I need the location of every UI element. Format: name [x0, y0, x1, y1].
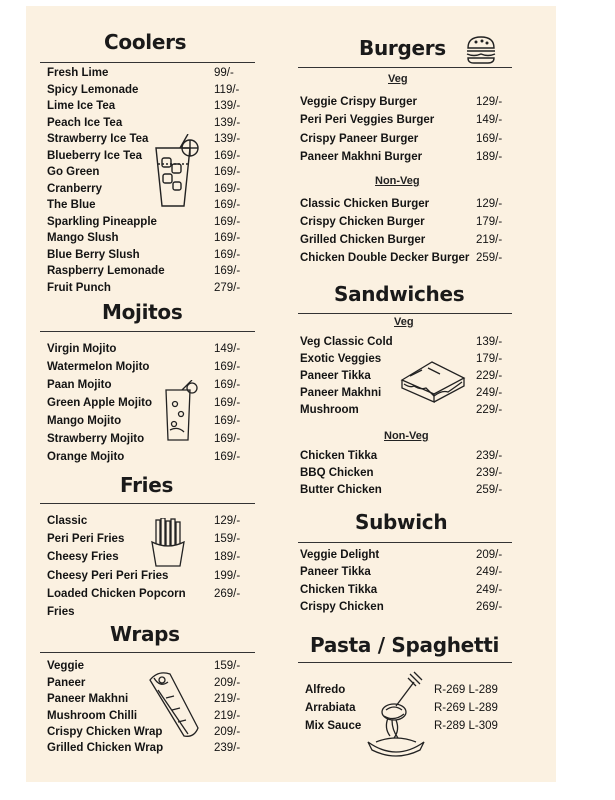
menu-item-name: Chicken Tikka: [300, 584, 378, 596]
pasta-divider: [298, 662, 512, 663]
menu-item-name: Grilled Chicken Burger: [300, 234, 426, 246]
menu-item-price: 259/-: [476, 252, 503, 264]
fries-divider: [40, 503, 255, 504]
menu-item-name: Chicken Double Decker Burger: [300, 252, 470, 264]
menu-item-name: Peach Ice Tea: [47, 117, 123, 129]
menu-item-name: Orange Mojito: [47, 451, 125, 463]
menu-item-price: 169/-: [214, 183, 241, 195]
menu-item-name: Exotic Veggies: [300, 353, 382, 365]
menu-item-price: 149/-: [214, 343, 241, 355]
menu-item-name: Paneer Makhni Burger: [300, 151, 423, 163]
menu-item-name: Cranberry: [47, 183, 102, 195]
menu-item-name: Mix Sauce: [305, 720, 362, 732]
menu-item-price: 169/-: [214, 199, 241, 211]
menu-item-price: 129/-: [476, 96, 503, 108]
subwich-title: Subwich: [355, 510, 448, 534]
menu-item-name: Peri Peri Veggies Burger: [300, 114, 435, 126]
menu-item-price: 169/-: [214, 150, 241, 162]
menu-item-price: 249/-: [476, 584, 503, 596]
pasta-title: Pasta / Spaghetti: [310, 633, 500, 657]
menu-item-price: 269/-: [214, 588, 241, 600]
menu-item-name: Alfredo: [305, 684, 346, 696]
menu-item-name: Watermelon Mojito: [47, 361, 150, 373]
menu-item-price: 139/-: [476, 336, 503, 348]
menu-item-price: 209/-: [214, 726, 241, 738]
menu-item-price: R-289 L-309: [434, 720, 498, 732]
menu-item-price: 219/-: [214, 710, 241, 722]
menu-item-name: Classic: [47, 515, 88, 527]
menu-item-price: 179/-: [476, 216, 503, 228]
menu-item-name: Raspberry Lemonade: [47, 265, 165, 277]
menu-item-price: 189/-: [214, 551, 241, 563]
menu-item-name: Crispy Chicken Wrap: [47, 726, 163, 738]
menu-item-name: Classic Chicken Burger: [300, 198, 430, 210]
menu-item-price: 219/-: [476, 234, 503, 246]
menu-item-name: Peri Peri Fries: [47, 533, 125, 545]
menu-item-name: Crispy Paneer Burger: [300, 133, 419, 145]
menu-item-price: 169/-: [214, 216, 241, 228]
menu-item-price: R-269 L-289: [434, 702, 498, 714]
menu-item-price: 169/-: [214, 379, 241, 391]
menu-item-price: 249/-: [476, 566, 503, 578]
menu-item-price: 259/-: [476, 484, 503, 496]
menu-item-price: 99/-: [214, 67, 234, 79]
mojitos-title: Mojitos: [102, 300, 183, 324]
menu-item-name: Mushroom Chilli: [47, 710, 138, 722]
menu-item-name: Crispy Chicken: [300, 601, 384, 613]
menu-item-price: 209/-: [476, 549, 503, 561]
menu-item-name: Grilled Chicken Wrap: [47, 742, 164, 754]
menu-item-name: The Blue: [47, 199, 96, 211]
burger-icon: [466, 36, 496, 64]
menu-page: [26, 6, 556, 782]
menu-item-name: Paneer Tikka: [300, 370, 371, 382]
fries-title: Fries: [120, 473, 174, 497]
menu-item-price: 249/-: [476, 387, 503, 399]
menu-item-name: Fruit Punch: [47, 282, 111, 294]
menu-item-price: R-269 L-289: [434, 684, 498, 696]
menu-item-name: Crispy Chicken Burger: [300, 216, 425, 228]
menu-item-name: Green Apple Mojito: [47, 397, 152, 409]
menu-item-price: 239/-: [214, 742, 241, 754]
burgers-nonveg-label: Non-Veg: [375, 175, 420, 187]
subwich-divider: [298, 542, 512, 543]
menu-item-name: Veg Classic Cold: [300, 336, 393, 348]
menu-item-price: 279/-: [214, 282, 241, 294]
wrap-icon: [144, 668, 204, 740]
fries-icon: [150, 518, 186, 568]
coolers-divider: [40, 62, 255, 63]
menu-item-name: Blueberry Ice Tea: [47, 150, 143, 162]
menu-item-price: 169/-: [214, 249, 241, 261]
menu-item-name: Fresh Lime: [47, 67, 109, 79]
menu-item-price: 209/-: [214, 677, 241, 689]
menu-item-name: Paneer Makhni: [300, 387, 382, 399]
sandwich-icon: [398, 358, 468, 404]
menu-item-name: Mango Slush: [47, 232, 119, 244]
sandwiches-nonveg-label: Non-Veg: [384, 430, 429, 442]
menu-item-name: Go Green: [47, 166, 100, 178]
cooler-glass-icon: [150, 134, 200, 208]
menu-item-price: 139/-: [214, 133, 241, 145]
menu-item-name: Paneer Makhni: [47, 693, 129, 705]
menu-item-name: Arrabiata: [305, 702, 356, 714]
menu-item-name: Lime Ice Tea: [47, 100, 116, 112]
menu-item-price: 169/-: [214, 166, 241, 178]
menu-item-price: 169/-: [214, 415, 241, 427]
menu-item-name: Virgin Mojito: [47, 343, 117, 355]
menu-item-price: 159/-: [214, 533, 241, 545]
menu-item-name: Mango Mojito: [47, 415, 122, 427]
burgers-divider: [298, 67, 512, 68]
menu-item-name: Veggie Crispy Burger: [300, 96, 417, 108]
menu-item-price: 189/-: [476, 151, 503, 163]
menu-item-name: Blue Berry Slush: [47, 249, 140, 261]
menu-item-price: 219/-: [214, 693, 241, 705]
menu-item-price: 169/-: [476, 133, 503, 145]
menu-item-name: Paneer: [47, 677, 86, 689]
menu-item-price: 169/-: [214, 361, 241, 373]
menu-item-name: Cheesy Fries: [47, 551, 119, 563]
menu-item-price: 149/-: [476, 114, 503, 126]
menu-item-price: 169/-: [214, 451, 241, 463]
menu-item-name: Veggie: [47, 660, 85, 672]
menu-item-price: 169/-: [214, 397, 241, 409]
mojitos-divider: [40, 331, 255, 332]
menu-item-name-cont: Fries: [47, 606, 75, 618]
menu-item-price: 199/-: [214, 570, 241, 582]
menu-item-price: 139/-: [214, 117, 241, 129]
menu-item-price: 179/-: [476, 353, 503, 365]
menu-item-name: Chicken Tikka: [300, 450, 378, 462]
menu-item-name: Strawberry Ice Tea: [47, 133, 149, 145]
burgers-veg-label: Veg: [388, 73, 408, 85]
menu-item-price: 229/-: [476, 404, 503, 416]
menu-item-price: 239/-: [476, 467, 503, 479]
sandwiches-veg-label: Veg: [394, 316, 414, 328]
menu-item-price: 129/-: [476, 198, 503, 210]
menu-item-name: Spicy Lemonade: [47, 84, 139, 96]
menu-item-name: Cheesy Peri Peri Fries: [47, 570, 169, 582]
menu-item-name: Butter Chicken: [300, 484, 382, 496]
menu-item-price: 169/-: [214, 265, 241, 277]
menu-item-price: 159/-: [214, 660, 241, 672]
sandwiches-title: Sandwiches: [334, 282, 465, 306]
menu-item-name: Paan Mojito: [47, 379, 112, 391]
menu-item-name: Sparkling Pineapple: [47, 216, 157, 228]
wraps-title: Wraps: [110, 622, 180, 646]
menu-item-name: Mushroom: [300, 404, 359, 416]
menu-item-name: Strawberry Mojito: [47, 433, 145, 445]
sandwiches-divider: [298, 313, 512, 314]
menu-item-name: Loaded Chicken Popcorn: [47, 588, 186, 600]
spaghetti-fork-icon: [362, 670, 430, 762]
menu-item-price: 269/-: [476, 601, 503, 613]
menu-item-price: 129/-: [214, 515, 241, 527]
menu-item-price: 229/-: [476, 370, 503, 382]
mojito-glass-icon: [162, 380, 198, 442]
coolers-title: Coolers: [104, 30, 187, 54]
burgers-title: Burgers: [359, 36, 446, 60]
menu-item-name: BBQ Chicken: [300, 467, 374, 479]
menu-item-price: 139/-: [214, 100, 241, 112]
menu-item-price: 119/-: [214, 84, 240, 96]
menu-item-price: 239/-: [476, 450, 503, 462]
menu-item-price: 169/-: [214, 232, 241, 244]
menu-item-name: Paneer Tikka: [300, 566, 371, 578]
menu-item-price: 169/-: [214, 433, 241, 445]
wraps-divider: [40, 652, 255, 653]
menu-item-name: Veggie Delight: [300, 549, 380, 561]
